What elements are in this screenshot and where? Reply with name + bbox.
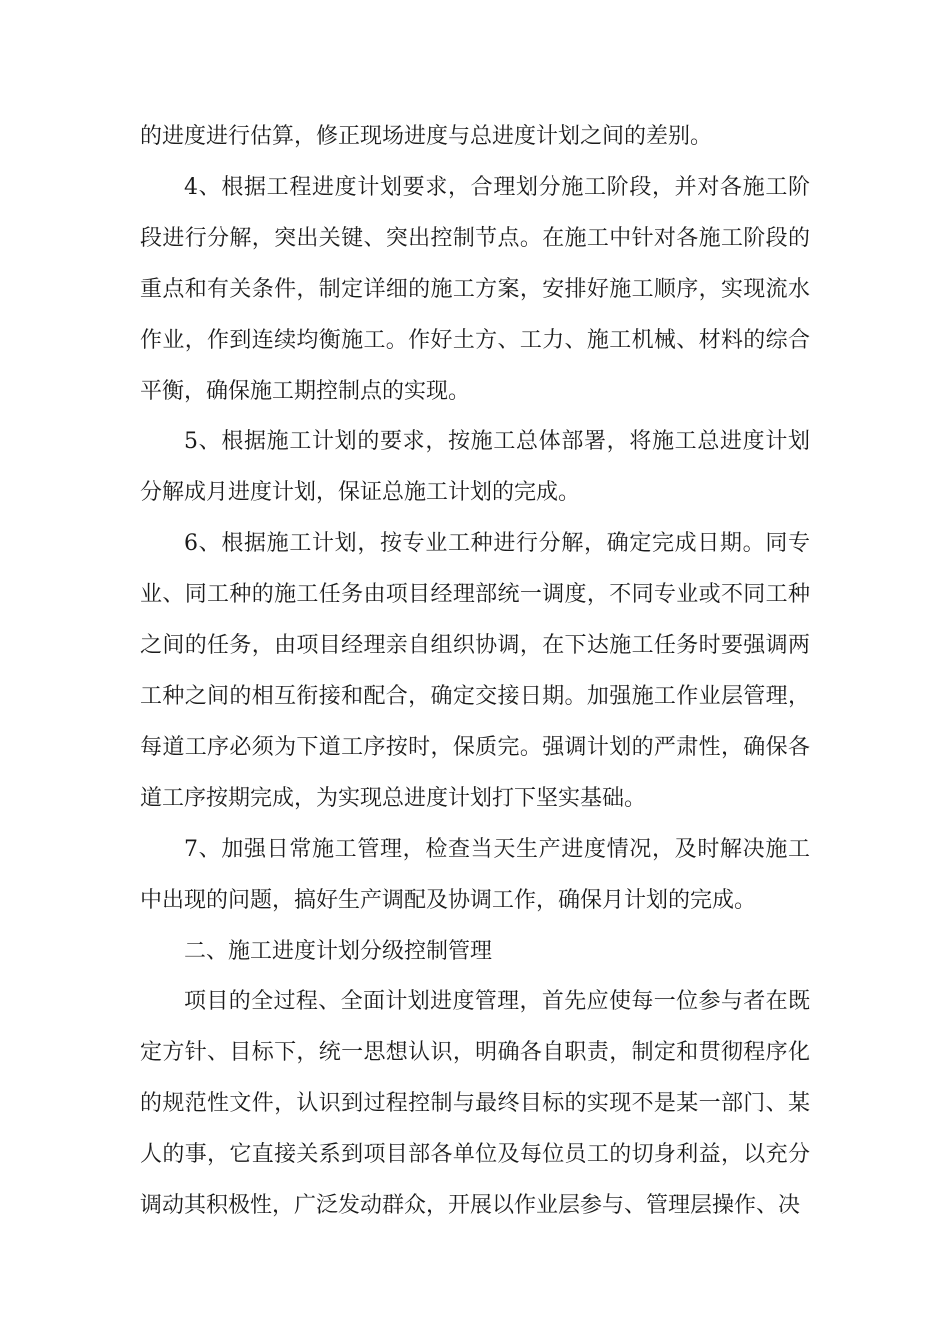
paragraph-6: 项目的全过程、全面计划进度管理，首先应使每一位参与者在既定方针、目标下，统一思想认识，明确各自职责，制定和贯彻程序化的规范性文件，认识到过程控制与最终目标的实现不是某一部门、某人的事，它直接关系到项目部各单位及每位员工的切身利益，以充分调动其积极性，广泛发动群众，开展以作业层参与、管理层操作、决 — [140, 989, 810, 1219]
paragraph-3: 5、根据施工计划的要求，按施工总体部署，将施工总进度计划分解成月进度计划，保证总施工计划的完成。 — [140, 429, 810, 506]
paragraph-2: 4、根据工程进度计划要求，合理划分施工阶段，并对各施工阶段进行分解，突出关键、突出控制节点。在施工中针对各施工阶段的重点和有关条件，制定详细的施工方案，安排好施工顺序，实现流水作业，作到连续均衡施工。作好土方、工力、施工机械、材料的综合平衡，确保施工期控制点的实现。 — [140, 174, 810, 404]
paragraph-5: 7、加强日常施工管理，检查当天生产进度情况，及时解决施工中出现的问题，搞好生产调配及协调工作，确保月计划的完成。 — [140, 836, 810, 913]
document-page — [140, 112, 810, 1232]
paragraph-1: 的进度进行估算，修正现场进度与总进度计划之间的差别。 — [140, 124, 713, 149]
paragraph-4: 6、根据施工计划，按专业工种进行分解，确定完成日期。同专业、同工种的施工任务由项目经理部统一调度，不同专业或不同工种之间的任务，由项目经理亲自组织协调，在下达施工任务时要强调两工种之间的相互衔接和配合，确定交接日期。加强施工作业层管理，每道工序必须为下道工序按时，保质完。强调计划的严肃性，确保各道工序按期完成，为实现总进度计划打下坚实基础。 — [140, 531, 810, 811]
section-heading: 二、施工进度计划分级控制管理 — [184, 938, 493, 964]
